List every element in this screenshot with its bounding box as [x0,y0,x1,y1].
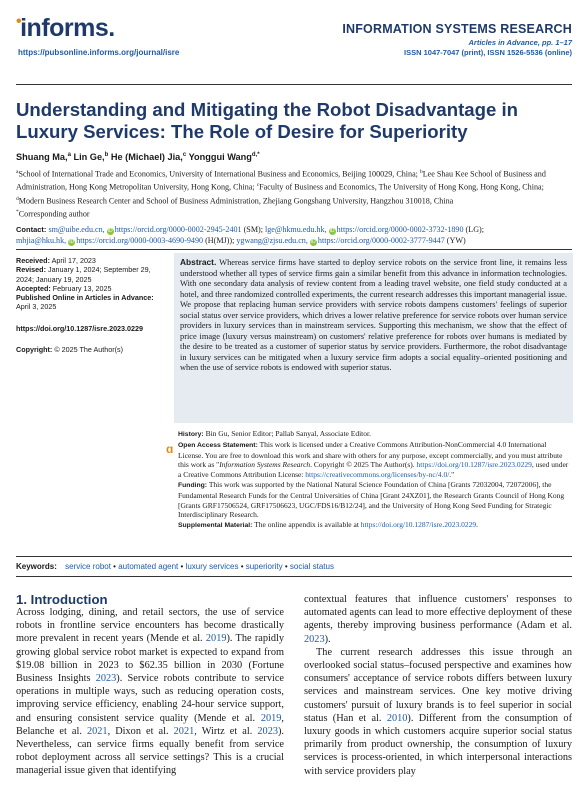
keyword-link[interactable]: superiority [245,562,283,571]
affiliations: $^a$School of International Trade and Economics, University of International Business and Economics, Beijing 100029, China; $^b$Lee Shau Kee School of Business and Administration, Hong Kong Metropolitan University, Hong Kong, China; $^c$Faculty of Business and Economics, The University of Hong Kong, Hong Kong, China; $^d$Modern Business Research Center and School of Business Administration, Zhejiang Gongshang University, Hangzhou 310018, China *Corresponding author [16,169,546,219]
article-history: Received: April 17, 2023 Revised: January 1, 2024; September 29, 2024; January 19, 2025 Accepted: February 13, 2025 Published Online in Articles in Advance: April 3, 2025 https://doi.org/10.1287/isre.2023.0229 Copyright: © 2025 The Author(s) [16,256,154,355]
keywords-divider [16,556,572,557]
author: Yonggui Wang$^{d,*}$ [188,152,260,163]
keyword-link[interactable]: automated agent [118,562,179,571]
contact-divider [16,249,572,250]
citation-link[interactable]: 2023 [95,673,117,685]
email-link[interactable]: sm@uibe.edu.cn, [48,225,105,234]
author: He (Michael) Jia,$^c$ [110,152,187,163]
section-heading: 1. Introduction [16,592,108,607]
intro-column-right [304,593,572,778]
keyword-link[interactable]: social status [289,562,334,571]
orcid-icon: iD [69,239,75,245]
article-notes: ɑ History: Bin Gu, Senior Editor; Pallab Sanyal, Associate Editor. Open Access Statement: This work is licensed under a Creative Commons Attribution-NonCommercial 4.0 International License. You are free to download this work and share with others for any purpose, except commercially, and you must attribute this work as "Information Systems Research. Copyright © 2025 The Author(s). https://doi.org/10.1287/isre.2023.0229, used under a Creative Commons Attribution License: https://creativecommons.org/licenses/by-nc/4.0/." Funding: This work was supported by the National Natural Science Foundation of China [Grants 72032004, 72072006], the Fundamental Research Funds for the Central Universities of China [Grant 24XZ01], the Research Grants Council of Hong Kong [Grants GRF17506524, GRF17506623, UGC/FDS16/B12/24], and the University of Hong Kong Seed Funding for Strategic Interdisciplinary Research. Supplemental Material: The online appendix is available at https://doi.org/10.1287/isre.2023.0229. [166,429,569,530]
citation-link[interactable]: 2023 [257,725,278,737]
journal-url-link[interactable]: https://pubsonline.informs.org/journal/isre [18,48,180,57]
intro-paragraph: Across lodging, dining, and retail sectors, the use of service robots in frontline service encounters has become drastically more prevalent in recent years (Mende et al. 2019). The rapidly growing global service robot market is expected to expand from $19.08 billion in 2023 to $62.35 billion in 2030 (Fortune Business Insights 2023). Service robots contribute to service operations in multiple ways, such as reducing operation costs, improving service efficiency, enabling 24-hour service support, and ensuring consistent service quality (Mende et al. 2019, Belanche et al. 2021, Dixon et al. 2021, Wirtz et al. 2023). Nevertheless, can service firms equally benefit from service robot deployment across all service settings? This is a crucial managerial issue given that identifying [16,607,284,777]
article-status: Articles in Advance, pp. 1–17 [468,38,572,47]
open-access-icon: ɑ [166,442,174,456]
oa-doi-link[interactable]: https://doi.org/10.1287/isre.2023.0229 [416,460,532,470]
email-link[interactable]: lge@hkmu.edu.hk, [264,225,327,234]
intro-paragraph: The current research addresses this issue through an overlooked social status–focused perspective and examines how consumers' acceptance of service robots differs between luxury services and mainstream services. One key motive driving customers' pursuit of luxury brands is to feel superior in social status (Han et al. 2010). Different from the consumption of luxury goods in which customers acquire superior social status primarily from product ownership, the consumption of luxury services is process-oriented, in which interpersonal interactions with service providers play [304,646,572,777]
informs-logo: •informs. [16,13,115,42]
author-list [16,152,260,162]
orcid-link[interactable]: https://orcid.org/0000-0003-4690-9490 [76,236,204,245]
paper-title: Understanding and Mitigating the Robot Disadvantage in Luxury Services: The Role of Desire for Superiority [16,99,519,142]
email-link[interactable]: ygwang@zjsu.edu.cn, [236,236,308,245]
intro-column-left [16,606,284,778]
orcid-icon: iD [107,228,113,234]
orcid-link[interactable]: https://orcid.org/0000-0002-3732-1890 [336,225,464,234]
section-divider [16,576,572,577]
abstract: Abstract. Whereas service firms have started to deploy service robots on the service front line, it remains less understood whether all types of service firms gain a similar benefit from this advance in information technologies. With one secondary data analysis of review content from a leading travel website, one field study conducted at a hotel, and three randomized controlled experiments, the current research addresses this important managerial issue. We propose that replacing human service providers with service robots dampens customers' feelings of superior social status over service providers, which drives a lower relative preference for service robots over human service providers in luxury services than in mainstream services. Supporting this mechanism, we show that the effect of price image (luxury versus mainstream) on customers' relative preference for robots over humans is mediated by the desire to be treated as a customer of superior status by service providers. Furthermore, the robot disadvantage in luxury services can be mitigated when a luxury service firm adopts a social equality–oriented positioning and when the use of service robots is endowed with superior status. [174,253,573,423]
orcid-link[interactable]: https://orcid.org/0000-0002-3777-9447 [317,236,445,245]
citation-link[interactable]: 2021 [173,725,195,737]
intro-paragraph: contextual features that influence customers' responses to automated agents can lead to more effective deployment of these agents, thereby improving business performance (Adam et al. 2023). [304,594,572,645]
orcid-icon: iD [329,228,335,234]
orcid-icon: iD [311,239,316,245]
orcid-link[interactable]: https://orcid.org/0000-0002-2945-2401 [114,225,242,234]
author: Shuang Ma,$^a$ [16,152,71,163]
citation-link[interactable]: 2019 [205,633,227,645]
license-link[interactable]: https://creativecommons.org/licenses/by-nc/4.0/ [305,470,450,480]
journal-name: INFORMATION SYSTEMS RESEARCH [342,22,572,36]
author: Lin Ge,$^b$ [73,152,109,163]
citation-link[interactable]: 2019 [260,712,282,724]
citation-link[interactable]: 2021 [86,725,108,737]
citation-link[interactable]: 2010 [386,712,408,724]
journal-header [16,14,572,60]
email-link[interactable]: mhjia@hku.hk, [16,236,67,245]
keyword-link[interactable]: luxury services [185,562,239,571]
citation-link[interactable]: 2023 [304,633,325,645]
corresponding-note: Corresponding author [18,209,90,219]
issn: ISSN 1047-7047 (print), ISSN 1526-5536 (online) [404,48,572,57]
supplement-link[interactable]: https://doi.org/10.1287/isre.2023.0229 [360,520,477,530]
abstract-text: Whereas service firms have started to deploy service robots on the service front line, it remains less understood whether all types of service firms gain a similar benefit from this advance in information technologies. With one secondary data analysis of review content from a leading travel website, one field study conducted at a hotel, and three randomized controlled experiments, the current research addresses this important managerial issue. We propose that replacing human service providers with service robots dampens customers' feelings of superior social status over service providers, which drives a lower relative preference for service robots over human service providers in luxury services than in mainstream services. Supporting this mechanism, we show that the effect of price image (luxury versus mainstream) on customers' relative preference for robots over humans is mediated by the desire to be treated as a customer of superior status by service providers. Furthermore, the robot disadvantage in luxury services can be mitigated when a luxury service firm adopts a social equality–oriented positioning and when the use of service robots is endowed with superior status. [180,258,567,372]
keywords: Keywords: service robot • automated agent • luxury services • superiority • social status [16,562,334,571]
contact-info: Contact: sm@uibe.edu.cn, iD https://orcid.org/0000-0002-2945-2401 (SM); lge@hkmu.edu.hk, iD https://orcid.org/0000-0002-3732-1890 (LG); mhjia@hku.hk, iD https://orcid.org/0000-0003-4690-9490 (H(MJ)); ygwang@zjsu.edu.cn, iD https://orcid.org/0000-0002-3777-9447 (YW) [16,225,484,245]
header-divider [16,84,572,85]
doi-link[interactable]: https://doi.org/10.1287/isre.2023.0229 [16,323,144,333]
journal-info [342,22,572,57]
keyword-link[interactable]: service robot [65,562,111,571]
